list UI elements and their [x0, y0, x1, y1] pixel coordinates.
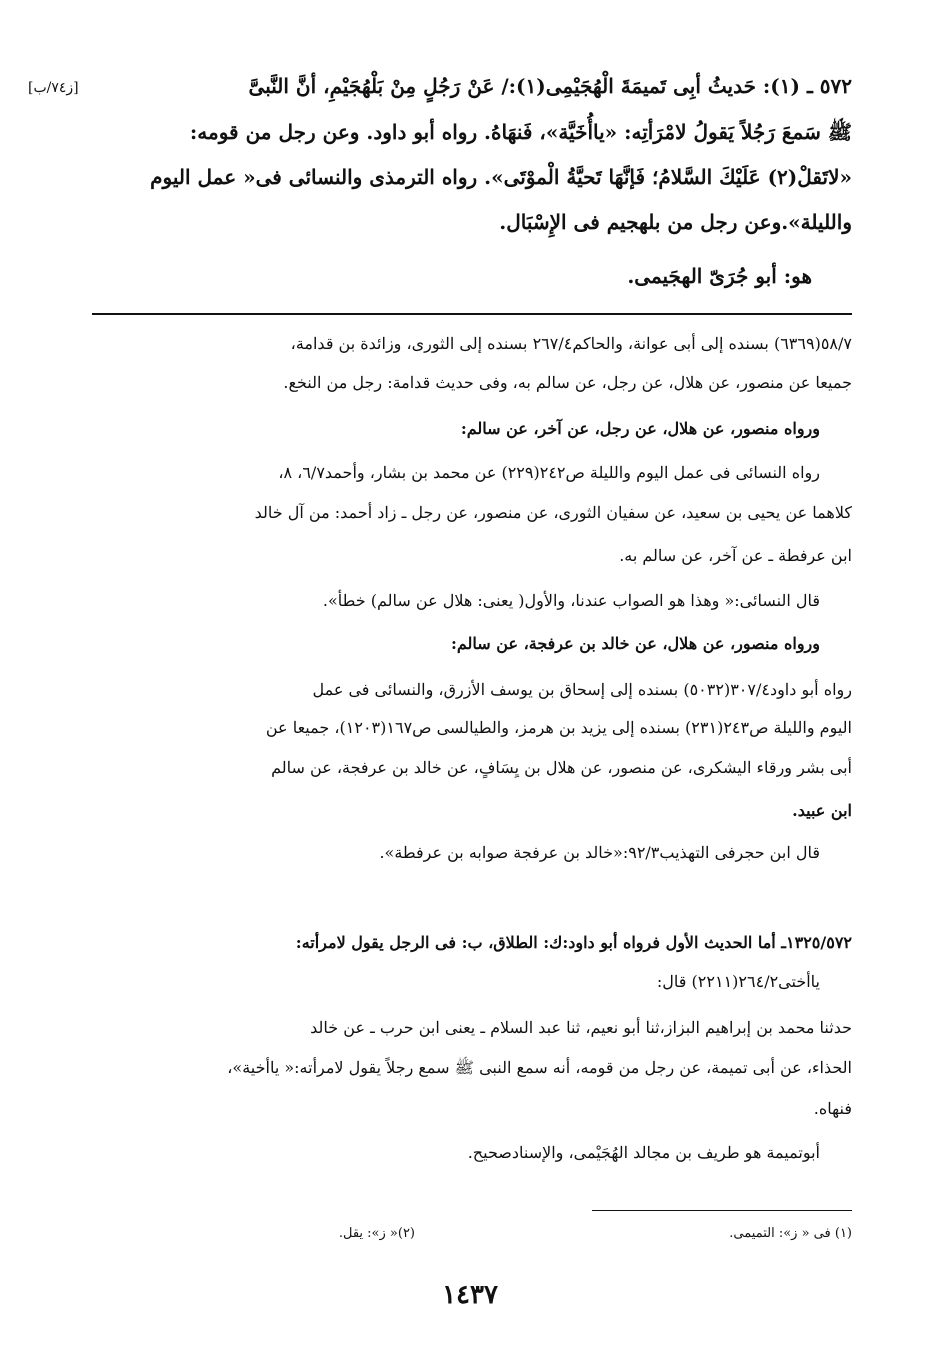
section-line: فنهاه. — [813, 1099, 852, 1118]
section-line: الحذاء، عن أبى تميمة، عن رجل من قومه، أنه سمع النبى ﷺ سمع رجلاً يقول لامرأته:« ياأخية»، — [227, 1058, 852, 1077]
commentary-quote: قال النسائى:« وهذا هو الصواب عندنا، والأول( يعنى: هلال عن سالم) خطأ». — [322, 591, 820, 610]
footnote-divider — [592, 1210, 852, 1211]
hadith-line: ﷺ سَمعَ رَجُلاً يَقولُ لامْرَأتِه: «ياأُخَيَّة»، فَنهَاهُ. رواه أبو داود. وعن رجل من قومه: — [189, 120, 852, 144]
commentary-line: جميعا عن منصور، عن هلال، عن رجل، عن سالم به، وفى حديث قدامة: رجل من النخع. — [283, 373, 852, 392]
section-line: أبوتميمة هو طريف بن مجالد الهُجَيْمى، والإسنادصحيح. — [467, 1143, 820, 1162]
page-number: ١٤٣٧ — [442, 1280, 498, 1310]
hadith-note: هو: أبو جُرَىّ الهجَيمى. — [627, 264, 812, 288]
footnote-2: (٢)« ز»: يقل. — [338, 1226, 415, 1241]
commentary-quote: قال ابن حجرفى التهذيب٩٢/٣:«خالد بن عرفجة صوابه بن عرفطة». — [379, 843, 820, 862]
section-line: حدثنا محمد بن إبراهيم البزاز،ثنا أبو نعيم، ثنا عبد السلام ـ يعنى ابن حرب ـ عن خالد — [310, 1018, 852, 1037]
section-heading: ١٣٢٥/٥٧٢ـ أما الحديث الأول فرواه أبو داود:ك: الطلاق، ب: فى الرجل يقول لامرأته: — [295, 933, 852, 952]
commentary-line: أبى بشر ورقاء اليشكرى، عن منصور، عن هلال بن يِسَافٍ، عن خالد بن عرفجة، عن سالم — [271, 758, 852, 777]
commentary-line: ابن عبيد. — [792, 801, 852, 820]
hadith-line: «لاتَقلْ(٢) عَلَيْكَ السَّلامُ؛ فَإنَّهَا تَحيَّةُ الْموْتَى». رواه الترمذى والنسائى فى« عمل اليوم — [150, 165, 852, 189]
hadith-line: ٥٧٢ ـ (١): حَديثُ أبِى تَميمَةَ الْهُجَيْمِى(١):/ عَنْ رَجُلٍ مِنْ بَلْهُجَيْمِ، أنَّ النَّبىَّ — [248, 74, 852, 98]
commentary-heading: ورواه منصور، عن هلال، عن رجل، عن آخر، عن سالم: — [460, 419, 820, 438]
commentary-line: كلاهما عن يحيى بن سعيد، عن سفيان الثورى، عن منصور، عن رجل ـ زاد أحمد: من آل خالد — [254, 503, 852, 522]
commentary-line: رواه النسائى فى عمل اليوم والليلة ص٢٤٢(٢٢٩) عن محمد بن بشار، وأحمد٦/٧، ٨، — [278, 463, 820, 482]
footnote-1: (١) فى « ز»: التميمى. — [729, 1226, 852, 1241]
hadith-line: والليلة».وعن رجل من بلهجيم فى الإِسْبَال. — [499, 210, 852, 234]
commentary-line: رواه أبو داود٣٠٧/٤(٥٠٣٢) بسنده إلى إسحاق بن يوسف الأزرق، والنسائى فى عمل — [312, 680, 852, 699]
section-divider — [92, 313, 852, 315]
commentary-line: ابن عرفطة ـ عن آخر، عن سالم به. — [619, 546, 852, 565]
commentary-line: اليوم والليلة ص٢٤٣(٢٣١) بسنده إلى يزيد بن هرمز، والطيالسى ص١٦٧(١٢٠٣)، جميعا عن — [265, 718, 852, 737]
manuscript-folio-marker: [ز٧٤/ب] — [28, 80, 79, 96]
section-line: ياأختى٢٦٤/٢(٢٢١١) قال: — [656, 972, 820, 991]
commentary-line: ٥٨/٧(٦٣٦٩) بسنده إلى أبى عوانة، والحاكم٢٦٧/٤ بسنده إلى الثورى، وزائدة بن قدامة، — [290, 334, 852, 353]
commentary-heading: ورواه منصور، عن هلال، عن خالد بن عرفجة، عن سالم: — [451, 634, 820, 653]
